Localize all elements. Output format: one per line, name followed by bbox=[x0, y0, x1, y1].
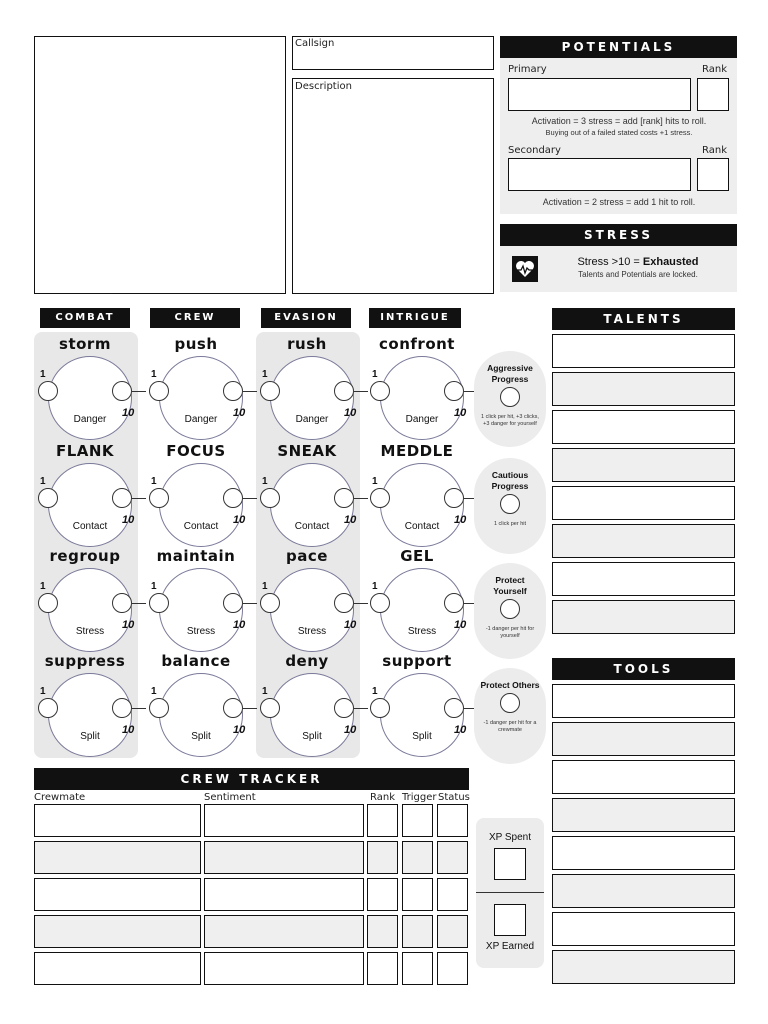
portrait-box[interactable] bbox=[34, 36, 286, 294]
clock-start-dot[interactable] bbox=[370, 488, 390, 508]
clock-max-label: 10 bbox=[344, 407, 357, 419]
talent-slot[interactable] bbox=[552, 524, 735, 558]
side-option-note: 1 click per hit bbox=[493, 521, 527, 527]
clock-max-label: 10 bbox=[122, 514, 135, 526]
sentiment-field[interactable] bbox=[204, 878, 364, 911]
tool-slot[interactable] bbox=[552, 912, 735, 946]
action-name: suppress bbox=[44, 652, 126, 670]
crewmate-field[interactable] bbox=[34, 952, 201, 985]
clock-start-dot[interactable] bbox=[149, 593, 169, 613]
side-option-title: Aggressive Progress bbox=[487, 363, 533, 384]
talent-slot[interactable] bbox=[552, 410, 735, 444]
action-result-label: Danger bbox=[405, 414, 439, 425]
trigger-field[interactable] bbox=[402, 841, 433, 874]
clock-end-dot[interactable] bbox=[444, 381, 464, 401]
clock-end-dot[interactable] bbox=[334, 488, 354, 508]
clock-end-dot[interactable] bbox=[112, 698, 132, 718]
clock-start-dot[interactable] bbox=[370, 698, 390, 718]
xp-spent-label: XP Spent bbox=[488, 832, 532, 843]
clock-connector bbox=[243, 708, 257, 709]
clock-min-label: 1 bbox=[40, 476, 46, 487]
action-result-label: Stress bbox=[186, 626, 216, 637]
action-name: confront bbox=[379, 335, 455, 353]
action-result-label: Stress bbox=[407, 626, 437, 637]
sentiment-field[interactable] bbox=[204, 804, 364, 837]
talent-slot[interactable] bbox=[552, 448, 735, 482]
clock-max-label: 10 bbox=[454, 514, 467, 526]
clock-connector bbox=[354, 391, 368, 392]
clock-min-label: 1 bbox=[262, 686, 268, 697]
action-result-label: Split bbox=[191, 731, 211, 742]
side-option[interactable] bbox=[474, 668, 546, 764]
action-result-label: Contact bbox=[183, 521, 219, 532]
potentials-header: POTENTIALS bbox=[500, 36, 737, 58]
action-result-label: Danger bbox=[184, 414, 218, 425]
xp-earned-field[interactable] bbox=[494, 904, 526, 936]
primary-note-2: Buying out of a failed stated costs +1 stress. bbox=[545, 128, 693, 137]
clock-max-label: 10 bbox=[344, 724, 357, 736]
action-name: pace bbox=[286, 547, 328, 565]
clock-connector bbox=[354, 603, 368, 604]
status-field[interactable] bbox=[437, 804, 468, 837]
clock-start-dot[interactable] bbox=[260, 593, 280, 613]
side-option-title: Cautious Progress bbox=[491, 470, 529, 491]
clock-start-dot[interactable] bbox=[38, 488, 58, 508]
rank-field[interactable] bbox=[367, 952, 398, 985]
tool-slot[interactable] bbox=[552, 798, 735, 832]
action-result-label: Contact bbox=[72, 521, 108, 532]
clock-min-label: 1 bbox=[372, 369, 378, 380]
category-combat: COMBAT bbox=[40, 308, 130, 328]
sentiment-field[interactable] bbox=[204, 915, 364, 948]
primary-note-1: Activation = 3 stress = add [rank] hits to roll. bbox=[531, 116, 707, 126]
trigger-field[interactable] bbox=[402, 952, 433, 985]
clock-end-dot[interactable] bbox=[223, 381, 243, 401]
clock-min-label: 1 bbox=[40, 581, 46, 592]
clock-min-label: 1 bbox=[40, 369, 46, 380]
action-result-label: Contact bbox=[294, 521, 330, 532]
side-option[interactable] bbox=[474, 351, 546, 447]
action-name: FLANK bbox=[55, 442, 115, 460]
action-name: MEDDLE bbox=[380, 442, 454, 460]
clock-max-label: 10 bbox=[454, 724, 467, 736]
description-label: Description bbox=[295, 81, 352, 92]
description-field[interactable] bbox=[292, 78, 494, 294]
col-crewmate: Crewmate bbox=[34, 792, 86, 803]
status-field[interactable] bbox=[437, 841, 468, 874]
tool-slot[interactable] bbox=[552, 760, 735, 794]
clock-max-label: 10 bbox=[233, 407, 246, 419]
clock-max-label: 10 bbox=[122, 407, 135, 419]
clock-min-label: 1 bbox=[151, 686, 157, 697]
side-option-title: Protect Others bbox=[480, 680, 540, 690]
talent-slot[interactable] bbox=[552, 372, 735, 406]
action-name: maintain bbox=[156, 547, 236, 565]
clock-connector bbox=[243, 391, 257, 392]
crewmate-field[interactable] bbox=[34, 878, 201, 911]
clock-end-dot[interactable] bbox=[444, 488, 464, 508]
heart-monitor-icon bbox=[512, 256, 538, 282]
clock-min-label: 1 bbox=[372, 581, 378, 592]
secondary-potential-field[interactable] bbox=[508, 158, 691, 191]
action-name: push bbox=[174, 335, 218, 353]
action-result-label: Danger bbox=[295, 414, 329, 425]
secondary-label: Secondary bbox=[508, 145, 561, 156]
secondary-rank-label: Rank bbox=[702, 145, 727, 156]
side-option-note: -1 danger per hit for a crewmate bbox=[483, 720, 537, 733]
side-option-title: Protect Yourself bbox=[493, 575, 527, 596]
clock-connector bbox=[132, 391, 146, 392]
primary-rank-label: Rank bbox=[702, 64, 727, 75]
category-intrigue: INTRIGUE bbox=[369, 308, 461, 328]
secondary-rank-field[interactable] bbox=[697, 158, 729, 191]
clock-end-dot[interactable] bbox=[223, 488, 243, 508]
rank-field[interactable] bbox=[367, 804, 398, 837]
action-name: balance bbox=[161, 652, 231, 670]
action-result-label: Contact bbox=[404, 521, 440, 532]
stress-header: STRESS bbox=[500, 224, 737, 246]
xp-divider bbox=[476, 892, 544, 893]
col-rank: Rank bbox=[370, 792, 395, 803]
action-name: FOCUS bbox=[166, 442, 226, 460]
crewmate-field[interactable] bbox=[34, 804, 201, 837]
rank-field[interactable] bbox=[367, 915, 398, 948]
callsign-label: Callsign bbox=[295, 38, 335, 49]
clock-min-label: 1 bbox=[372, 686, 378, 697]
clock-min-label: 1 bbox=[151, 476, 157, 487]
clock-start-dot[interactable] bbox=[260, 488, 280, 508]
talent-slot[interactable] bbox=[552, 562, 735, 596]
clock-min-label: 1 bbox=[372, 476, 378, 487]
clock-end-dot[interactable] bbox=[334, 381, 354, 401]
sentiment-field[interactable] bbox=[204, 841, 364, 874]
clock-start-dot[interactable] bbox=[370, 593, 390, 613]
category-evasion: EVASION bbox=[261, 308, 351, 328]
clock-min-label: 1 bbox=[40, 686, 46, 697]
stress-rule-line2: Talents and Potentials are locked. bbox=[578, 270, 698, 279]
talent-slot[interactable] bbox=[552, 334, 735, 368]
side-option-note: -1 danger per hit for yourself bbox=[485, 626, 535, 639]
clock-min-label: 1 bbox=[262, 476, 268, 487]
xp-spent-field[interactable] bbox=[494, 848, 526, 880]
action-result-label: Stress bbox=[75, 626, 105, 637]
clock-start-dot[interactable] bbox=[38, 593, 58, 613]
action-name: rush bbox=[287, 335, 327, 353]
tool-slot[interactable] bbox=[552, 722, 735, 756]
clock-max-label: 10 bbox=[454, 619, 467, 631]
primary-label: Primary bbox=[508, 64, 547, 75]
side-option[interactable] bbox=[474, 458, 546, 554]
clock-start-dot[interactable] bbox=[149, 381, 169, 401]
action-result-label: Danger bbox=[73, 414, 107, 425]
clock-end-dot[interactable] bbox=[112, 488, 132, 508]
clock-min-label: 1 bbox=[151, 581, 157, 592]
action-result-label: Split bbox=[412, 731, 432, 742]
side-option-note: 1 click per hit, +3 clicks, +3 danger for yourself bbox=[481, 414, 539, 427]
clock-end-dot[interactable] bbox=[112, 593, 132, 613]
tool-slot[interactable] bbox=[552, 684, 735, 718]
clock-connector bbox=[354, 498, 368, 499]
tools-header: TOOLS bbox=[552, 658, 735, 680]
side-option-dot[interactable] bbox=[500, 599, 520, 619]
crew-tracker-header: CREW TRACKER bbox=[34, 768, 469, 790]
action-result-label: Split bbox=[302, 731, 322, 742]
stress-rule-bold: Exhausted bbox=[642, 256, 699, 268]
clock-min-label: 1 bbox=[262, 369, 268, 380]
col-status: Status bbox=[438, 792, 470, 803]
status-field[interactable] bbox=[437, 915, 468, 948]
trigger-field[interactable] bbox=[402, 804, 433, 837]
action-result-label: Split bbox=[80, 731, 100, 742]
tool-slot[interactable] bbox=[552, 950, 735, 984]
clock-connector bbox=[243, 603, 257, 604]
side-option[interactable] bbox=[474, 563, 546, 659]
clock-max-label: 10 bbox=[122, 724, 135, 736]
clock-connector bbox=[132, 603, 146, 604]
clock-max-label: 10 bbox=[344, 514, 357, 526]
clock-end-dot[interactable] bbox=[223, 593, 243, 613]
talents-header: TALENTS bbox=[552, 308, 735, 330]
tool-slot[interactable] bbox=[552, 836, 735, 870]
clock-max-label: 10 bbox=[233, 619, 246, 631]
tool-slot[interactable] bbox=[552, 874, 735, 908]
clock-connector bbox=[132, 498, 146, 499]
clock-start-dot[interactable] bbox=[370, 381, 390, 401]
action-name: support bbox=[382, 652, 452, 670]
primary-rank-field[interactable] bbox=[697, 78, 729, 111]
status-field[interactable] bbox=[437, 952, 468, 985]
clock-max-label: 10 bbox=[122, 619, 135, 631]
side-option-dot[interactable] bbox=[500, 494, 520, 514]
primary-potential-field[interactable] bbox=[508, 78, 691, 111]
clock-max-label: 10 bbox=[233, 724, 246, 736]
col-trigger: Trigger bbox=[402, 792, 437, 803]
clock-start-dot[interactable] bbox=[38, 698, 58, 718]
clock-start-dot[interactable] bbox=[38, 381, 58, 401]
talent-slot[interactable] bbox=[552, 600, 735, 634]
side-option-dot[interactable] bbox=[500, 693, 520, 713]
clock-min-label: 1 bbox=[151, 369, 157, 380]
action-name: storm bbox=[59, 335, 111, 353]
clock-connector bbox=[132, 708, 146, 709]
category-crew: CREW bbox=[150, 308, 240, 328]
col-sentiment: Sentiment bbox=[204, 792, 256, 803]
secondary-note: Activation = 2 stress = add 1 hit to roll. bbox=[542, 197, 696, 207]
clock-start-dot[interactable] bbox=[260, 381, 280, 401]
stress-rule-line1 bbox=[548, 256, 728, 268]
crewmate-field[interactable] bbox=[34, 841, 201, 874]
action-result-label: Stress bbox=[297, 626, 327, 637]
xp-earned-label: XP Earned bbox=[485, 941, 535, 952]
clock-start-dot[interactable] bbox=[260, 698, 280, 718]
clock-connector bbox=[354, 708, 368, 709]
clock-start-dot[interactable] bbox=[149, 488, 169, 508]
action-name: SNEAK bbox=[277, 442, 337, 460]
action-name: GEL bbox=[400, 547, 434, 565]
crewmate-field[interactable] bbox=[34, 915, 201, 948]
clock-end-dot[interactable] bbox=[112, 381, 132, 401]
talent-slot[interactable] bbox=[552, 486, 735, 520]
clock-end-dot[interactable] bbox=[334, 698, 354, 718]
clock-max-label: 10 bbox=[454, 407, 467, 419]
clock-connector bbox=[243, 498, 257, 499]
clock-max-label: 10 bbox=[233, 514, 246, 526]
clock-start-dot[interactable] bbox=[149, 698, 169, 718]
rank-field[interactable] bbox=[367, 878, 398, 911]
status-field[interactable] bbox=[437, 878, 468, 911]
action-name: regroup bbox=[49, 547, 121, 565]
clock-end-dot[interactable] bbox=[444, 698, 464, 718]
side-option-dot[interactable] bbox=[500, 387, 520, 407]
clock-end-dot[interactable] bbox=[334, 593, 354, 613]
rank-field[interactable] bbox=[367, 841, 398, 874]
clock-end-dot[interactable] bbox=[223, 698, 243, 718]
clock-end-dot[interactable] bbox=[444, 593, 464, 613]
stress-rule-prefix: Stress >10 = bbox=[577, 256, 643, 268]
sentiment-field[interactable] bbox=[204, 952, 364, 985]
clock-max-label: 10 bbox=[344, 619, 357, 631]
action-name: deny bbox=[285, 652, 329, 670]
trigger-field[interactable] bbox=[402, 878, 433, 911]
trigger-field[interactable] bbox=[402, 915, 433, 948]
clock-min-label: 1 bbox=[262, 581, 268, 592]
